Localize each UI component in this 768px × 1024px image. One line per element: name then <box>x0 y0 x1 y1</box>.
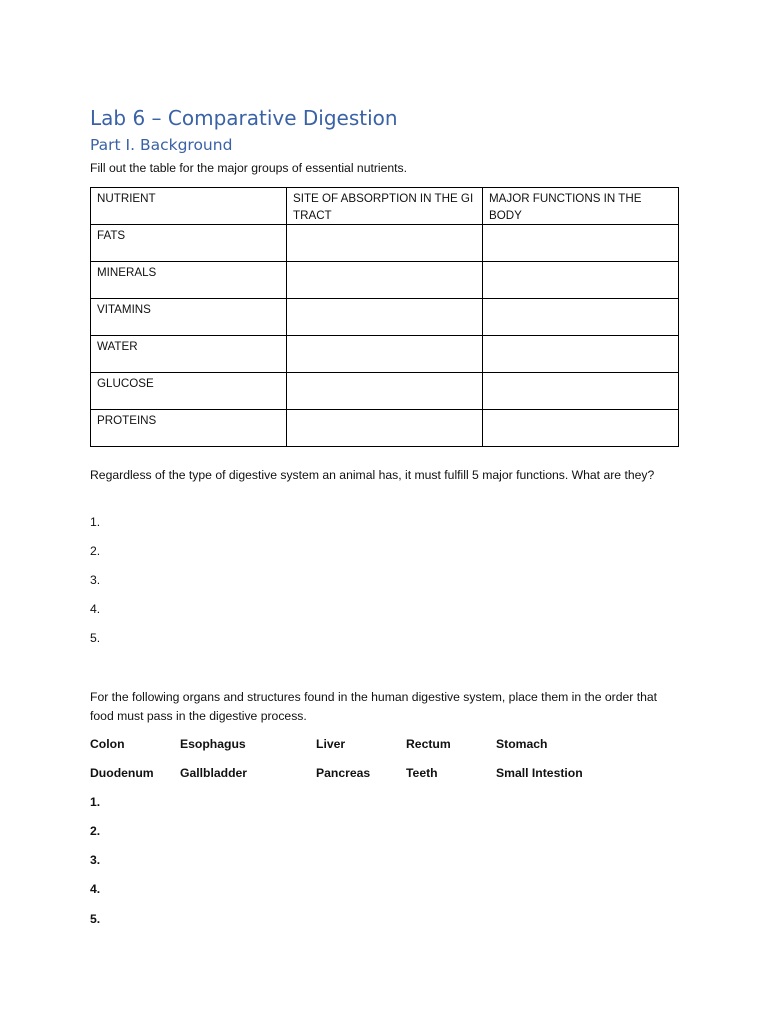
answer-number: 3. <box>90 853 101 867</box>
major-functions-cell[interactable] <box>483 225 679 262</box>
organ-word: Teeth <box>406 766 438 780</box>
nutrient-cell: PROTEINS <box>91 410 287 447</box>
table-row <box>91 299 679 336</box>
table-row <box>91 373 679 410</box>
table-row <box>91 336 679 373</box>
table-header-row <box>91 188 679 225</box>
organ-word: Pancreas <box>316 766 371 780</box>
section-heading: Part I. Background <box>90 136 233 154</box>
answer-number: 4. <box>90 602 101 616</box>
organ-word: Liver <box>316 737 346 751</box>
absorption-site-cell[interactable] <box>287 299 483 336</box>
question-organ-order: For the following organs and structures found in the human digestive system, place them in the order that food must pass in the digestive process. <box>90 690 658 723</box>
answer-number: 3. <box>90 573 101 587</box>
absorption-site-cell[interactable] <box>287 410 483 447</box>
nutrient-cell: GLUCOSE <box>91 373 287 410</box>
column-header: SITE OF ABSORPTION IN THE GI TRACT <box>287 188 483 225</box>
column-header: NUTRIENT <box>91 188 287 225</box>
nutrient-table <box>90 187 679 447</box>
organ-word: Small Intestion <box>496 766 583 780</box>
table-row <box>91 410 679 447</box>
answer-number: 5. <box>90 912 101 926</box>
nutrient-cell: FATS <box>91 225 287 262</box>
column-header: MAJOR FUNCTIONS IN THE BODY <box>483 188 679 225</box>
answer-number: 2. <box>90 544 101 558</box>
major-functions-cell[interactable] <box>483 262 679 299</box>
answer-number: 1. <box>90 515 101 529</box>
table-row <box>91 262 679 299</box>
organ-word: Esophagus <box>180 737 246 751</box>
page-title: Lab 6 – Comparative Digestion <box>90 106 398 130</box>
answer-number: 5. <box>90 631 101 645</box>
table-instruction: Fill out the table for the major groups of essential nutrients. <box>90 161 408 175</box>
nutrient-cell: MINERALS <box>91 262 287 299</box>
absorption-site-cell[interactable] <box>287 336 483 373</box>
organ-word: Duodenum <box>90 766 154 780</box>
organ-word: Colon <box>90 737 125 751</box>
organ-word: Gallbladder <box>180 766 248 780</box>
absorption-site-cell[interactable] <box>287 262 483 299</box>
nutrient-cell: WATER <box>91 336 287 373</box>
answer-number: 4. <box>90 882 101 896</box>
major-functions-cell[interactable] <box>483 410 679 447</box>
organ-word: Stomach <box>496 737 548 751</box>
major-functions-cell[interactable] <box>483 373 679 410</box>
table-row <box>91 225 679 262</box>
major-functions-cell[interactable] <box>483 336 679 373</box>
major-functions-cell[interactable] <box>483 299 679 336</box>
answer-number: 2. <box>90 824 101 838</box>
nutrient-cell: VITAMINS <box>91 299 287 336</box>
answer-number: 1. <box>90 795 101 809</box>
question-functions: Regardless of the type of digestive system an animal has, it must fulfill 5 major functions. What are they? <box>90 468 655 482</box>
organ-word: Rectum <box>406 737 451 751</box>
absorption-site-cell[interactable] <box>287 373 483 410</box>
absorption-site-cell[interactable] <box>287 225 483 262</box>
